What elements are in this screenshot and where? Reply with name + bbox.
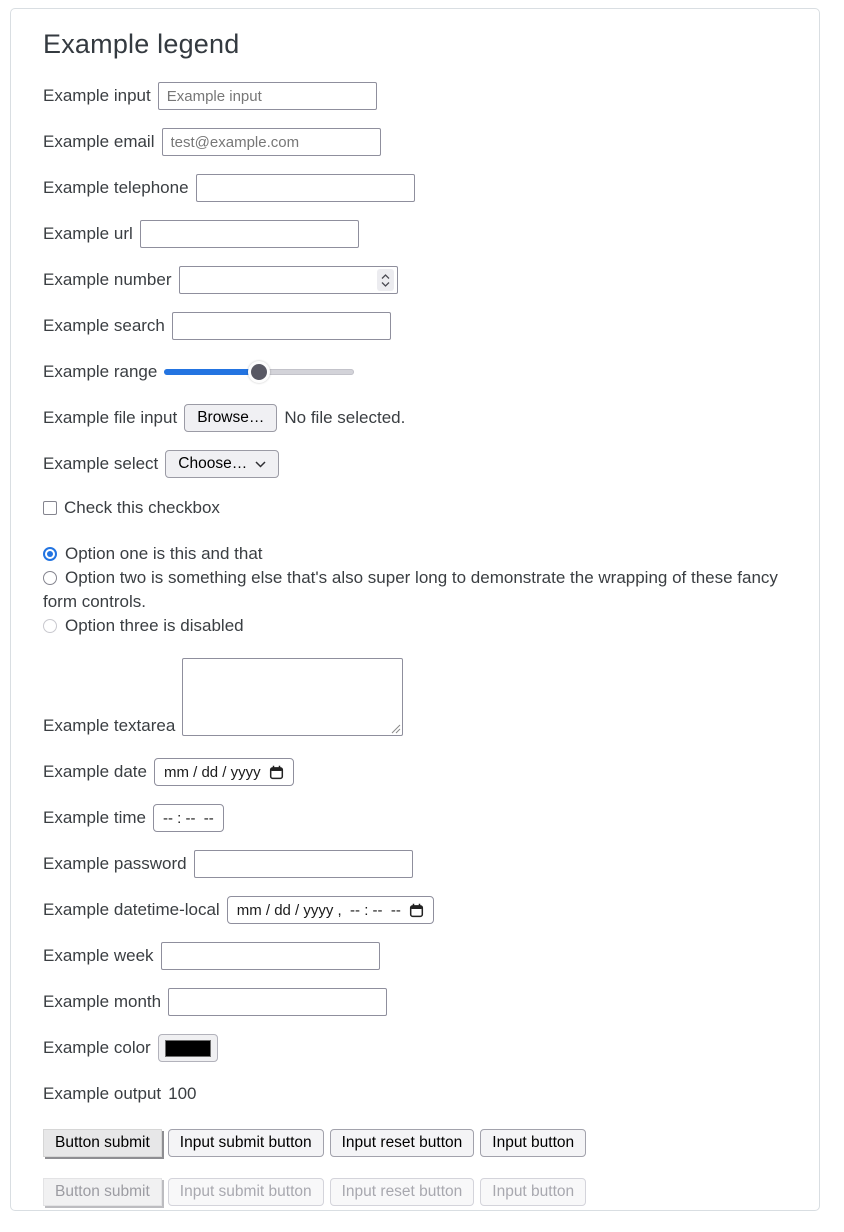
color-label: Example color bbox=[43, 1038, 151, 1057]
datetime-local-label: Example datetime-local bbox=[43, 900, 220, 919]
url-field[interactable] bbox=[140, 220, 359, 248]
output-value: 100 bbox=[168, 1084, 197, 1103]
row-search bbox=[43, 312, 795, 340]
input-submit-button[interactable]: Input submit button bbox=[168, 1129, 324, 1157]
input-reset-button[interactable]: Input reset button bbox=[330, 1129, 475, 1157]
datetime-local-value: mm / dd / yyyy , -- : -- -- bbox=[236, 901, 401, 919]
url-label: Example url bbox=[43, 224, 133, 243]
row-range bbox=[43, 358, 795, 386]
date-label: Example date bbox=[43, 762, 147, 781]
resize-grip-icon[interactable] bbox=[391, 724, 401, 734]
button-submit-disabled: Button submit bbox=[43, 1178, 162, 1206]
email-field[interactable] bbox=[162, 128, 381, 156]
radio-one-label: Option one is this and that bbox=[65, 544, 263, 563]
search-input[interactable] bbox=[172, 312, 391, 340]
chevron-up-icon bbox=[381, 274, 390, 280]
telephone-field[interactable] bbox=[196, 174, 415, 202]
file-label: Example file input bbox=[43, 408, 178, 427]
color-picker-button[interactable] bbox=[158, 1034, 218, 1062]
radio-option-one[interactable] bbox=[43, 542, 788, 566]
file-status: No file selected. bbox=[284, 408, 406, 427]
fieldset-legend: Example legend bbox=[43, 29, 240, 59]
select-dropdown[interactable] bbox=[165, 450, 279, 478]
range-thumb[interactable] bbox=[248, 361, 270, 383]
email-label: Example email bbox=[43, 132, 155, 151]
example-input[interactable] bbox=[158, 82, 377, 110]
row-datetime-local bbox=[43, 896, 795, 924]
time-field[interactable] bbox=[153, 804, 224, 832]
row-color bbox=[43, 1034, 795, 1062]
row-telephone bbox=[43, 174, 795, 202]
date-field[interactable] bbox=[154, 758, 294, 786]
date-value: mm / dd / yyyy bbox=[163, 763, 261, 781]
input-button-disabled: Input button bbox=[480, 1178, 586, 1206]
radio-disabled-icon bbox=[43, 619, 57, 633]
row-email bbox=[43, 128, 795, 156]
range-fill bbox=[164, 369, 259, 375]
button-row-disabled bbox=[43, 1178, 795, 1206]
browse-button[interactable]: Browse… bbox=[184, 404, 277, 432]
chevron-down-icon bbox=[255, 461, 266, 468]
month-field[interactable] bbox=[168, 988, 387, 1016]
textarea-label: Example textarea bbox=[43, 716, 176, 735]
search-label: Example search bbox=[43, 316, 165, 335]
password-label: Example password bbox=[43, 854, 187, 873]
number-field[interactable] bbox=[179, 266, 398, 294]
row-output bbox=[43, 1080, 795, 1108]
row-week bbox=[43, 942, 795, 970]
row-time bbox=[43, 804, 795, 832]
week-label: Example week bbox=[43, 946, 154, 965]
input-reset-button-disabled: Input reset button bbox=[330, 1178, 475, 1206]
row-select bbox=[43, 450, 795, 478]
radio-two-label: Option two is something else that's also super long to demonstrate the wrapping of these fancy form controls. bbox=[43, 568, 778, 611]
radio-unchecked-icon[interactable] bbox=[43, 571, 57, 585]
range-label: Example range bbox=[43, 362, 158, 381]
row-file bbox=[43, 404, 795, 432]
input-label: Example input bbox=[43, 86, 151, 105]
row-number bbox=[43, 266, 795, 294]
button-row-enabled bbox=[43, 1129, 795, 1157]
input-button[interactable]: Input button bbox=[480, 1129, 586, 1157]
button-submit[interactable]: Button submit bbox=[43, 1129, 162, 1157]
select-label: Example select bbox=[43, 454, 159, 473]
row-date bbox=[43, 758, 795, 786]
calendar-icon[interactable] bbox=[409, 903, 424, 918]
output-label: Example output bbox=[43, 1084, 162, 1103]
datetime-local-field[interactable] bbox=[227, 896, 434, 924]
checkbox-label: Check this checkbox bbox=[64, 498, 220, 517]
row-url bbox=[43, 220, 795, 248]
row-checkbox[interactable] bbox=[43, 498, 795, 518]
password-field[interactable] bbox=[194, 850, 413, 878]
radio-three-label: Option three is disabled bbox=[65, 616, 244, 635]
week-field[interactable] bbox=[161, 942, 380, 970]
checkbox[interactable] bbox=[43, 501, 57, 515]
radio-group bbox=[43, 542, 795, 638]
row-input bbox=[43, 82, 795, 110]
example-fieldset bbox=[10, 8, 820, 1211]
radio-option-three bbox=[43, 614, 788, 638]
number-spinner[interactable] bbox=[377, 269, 394, 291]
chevron-down-icon bbox=[381, 281, 390, 287]
radio-checked-icon[interactable] bbox=[43, 547, 57, 561]
select-value: Choose… bbox=[178, 455, 248, 472]
number-label: Example number bbox=[43, 270, 172, 289]
month-label: Example month bbox=[43, 992, 162, 1011]
number-field-wrap bbox=[179, 266, 398, 294]
time-label: Example time bbox=[43, 808, 146, 827]
row-textarea bbox=[43, 658, 795, 736]
radio-option-two[interactable] bbox=[43, 566, 788, 614]
row-password bbox=[43, 850, 795, 878]
input-submit-button-disabled: Input submit button bbox=[168, 1178, 324, 1206]
range-slider[interactable] bbox=[164, 358, 354, 386]
example-textarea[interactable] bbox=[182, 658, 403, 736]
color-swatch bbox=[165, 1040, 211, 1057]
row-month bbox=[43, 988, 795, 1016]
time-value: -- : -- -- bbox=[162, 809, 214, 827]
calendar-icon[interactable] bbox=[269, 765, 284, 780]
telephone-label: Example telephone bbox=[43, 178, 189, 197]
